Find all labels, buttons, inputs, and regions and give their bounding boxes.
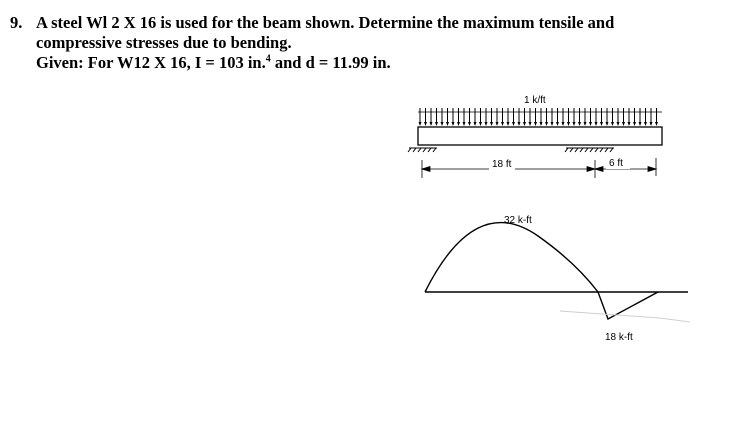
problem-line-2: compressive stresses due to bending. bbox=[36, 33, 292, 52]
load-arrow-head bbox=[490, 122, 493, 126]
load-arrow-head bbox=[628, 122, 631, 126]
load-arrow-head bbox=[589, 122, 592, 126]
max-positive-moment-label: 32 k-ft bbox=[504, 215, 532, 226]
load-arrow-head bbox=[633, 122, 636, 126]
positive-moment-curve bbox=[425, 223, 598, 292]
load-arrow-head bbox=[622, 122, 625, 126]
load-arrow-head bbox=[435, 122, 438, 126]
negative-moment-curve bbox=[598, 292, 658, 319]
load-arrow-head bbox=[463, 122, 466, 126]
load-arrow-head bbox=[485, 122, 488, 126]
load-arrow-head bbox=[650, 122, 653, 126]
problem-number: 9. bbox=[10, 13, 23, 32]
exponent: 4 bbox=[265, 53, 271, 65]
load-arrow-head bbox=[474, 122, 477, 126]
load-arrow-head bbox=[424, 122, 427, 126]
load-arrow-head bbox=[600, 122, 603, 126]
load-arrow-head bbox=[507, 122, 510, 126]
load-label: 1 k/ft bbox=[524, 95, 546, 106]
load-arrow-head bbox=[496, 122, 499, 126]
load-arrow-head bbox=[545, 122, 548, 126]
load-arrow-head bbox=[551, 122, 554, 126]
load-arrow-head bbox=[578, 122, 581, 126]
load-arrow-head bbox=[457, 122, 460, 126]
load-arrow-head bbox=[540, 122, 543, 126]
load-arrow-head bbox=[611, 122, 614, 126]
load-arrow-head bbox=[534, 122, 537, 126]
load-arrow-head bbox=[523, 122, 526, 126]
max-negative-moment-label: 18 k-ft bbox=[605, 332, 633, 343]
given-text-rest: and d = 11.99 in. bbox=[270, 53, 391, 72]
load-arrow-head bbox=[595, 122, 598, 126]
span-left-label: 18 ft bbox=[492, 159, 512, 170]
left-support bbox=[408, 148, 437, 152]
load-arrow-head bbox=[468, 122, 471, 126]
load-arrow-head bbox=[452, 122, 455, 126]
load-arrow-head bbox=[446, 122, 449, 126]
beam bbox=[418, 127, 662, 145]
scan-smudge bbox=[560, 311, 690, 322]
problem-line-1: A steel Wl 2 X 16 is used for the beam shown. Determine the maximum tensile and bbox=[36, 13, 615, 32]
load-arrow-head bbox=[419, 122, 422, 126]
given-text: Given: For W12 X 16, I = 103 in. bbox=[36, 53, 266, 72]
load-arrow-head bbox=[617, 122, 620, 126]
load-arrow-head bbox=[639, 122, 642, 126]
span-right-label: 6 ft bbox=[609, 158, 623, 169]
load-arrow-head bbox=[512, 122, 515, 126]
load-arrow-head bbox=[573, 122, 576, 126]
load-arrow-head bbox=[518, 122, 521, 126]
load-arrow-head bbox=[606, 122, 609, 126]
load-arrow-head bbox=[441, 122, 444, 126]
load-arrow-head bbox=[562, 122, 565, 126]
load-arrow-head bbox=[529, 122, 532, 126]
load-arrow-head bbox=[556, 122, 559, 126]
load-arrow-head bbox=[655, 122, 658, 126]
distributed-load-arrows bbox=[419, 108, 659, 126]
load-arrow-head bbox=[584, 122, 587, 126]
load-arrow-head bbox=[567, 122, 570, 126]
load-arrow-head bbox=[644, 122, 647, 126]
load-arrow-head bbox=[501, 122, 504, 126]
right-support bbox=[565, 148, 614, 152]
load-arrow-head bbox=[479, 122, 482, 126]
load-arrow-head bbox=[430, 122, 433, 126]
